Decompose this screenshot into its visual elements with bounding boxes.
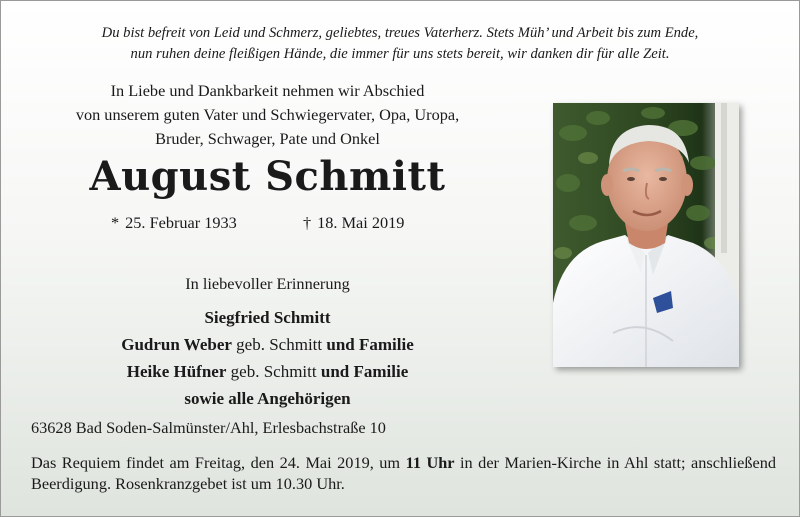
birth-star-icon: * xyxy=(111,213,120,232)
mourner-line-4 xyxy=(19,385,516,412)
mourner-line-2 xyxy=(19,331,516,358)
deceased-name: August Schmitt xyxy=(89,153,446,200)
death-date-group xyxy=(303,213,404,233)
mourner-name-2: Gudrun Weber xyxy=(121,335,232,354)
birth-date: 25. Februar 1933 xyxy=(125,213,237,232)
requiem-text-2: in der Marien-Kirche in Ahl statt; anschließend Beerdigung. Rosenkranzgebet ist um 10.30 Uhr. xyxy=(31,453,777,493)
birth-date-group xyxy=(111,213,237,233)
portrait-illustration xyxy=(553,103,739,367)
requiem-time: 11 Uhr xyxy=(405,453,455,472)
intro-line-2: von unserem guten Vater und Schwiegervater, Opa, Uropa, xyxy=(75,105,460,124)
family-address: 63628 Bad Soden-Salmünster/Ahl, Erlesbachstraße 10 xyxy=(31,418,386,437)
mourner-name-3: Heike Hüfner xyxy=(126,362,227,381)
motto-line-2: nun ruhen deine fleißigen Hände, die immer für uns stets bereit, wir danken dir für alle Zeit. xyxy=(130,46,670,62)
memory-line: In liebevoller Erinnerung xyxy=(185,274,350,293)
requiem-text-1: Das Requiem findet am Freitag, den 24. Mai 2019, um xyxy=(31,453,401,472)
mourner-name-1: Siegfried Schmitt xyxy=(204,308,331,327)
motto-verse xyxy=(1,23,799,65)
mourner-family-2: und Familie xyxy=(326,335,414,354)
farewell-intro xyxy=(19,79,516,151)
mourner-family-3: und Familie xyxy=(320,362,409,381)
mourners-list xyxy=(19,304,516,412)
intro-line-1: In Liebe und Dankbarkeit nehmen wir Abschied xyxy=(110,81,425,100)
requiem-notice xyxy=(31,452,776,494)
portrait-photo xyxy=(553,103,739,367)
motto-line-1: Du bist befreit von Leid und Schmerz, geliebtes, treues Vaterherz. Stets Müh’ und Arbeit bis zum Ende, xyxy=(101,25,699,41)
mourner-line-1 xyxy=(19,304,516,331)
intro-line-3: Bruder, Schwager, Pate und Onkel xyxy=(155,129,380,148)
mourner-maiden-2: geb. Schmitt xyxy=(236,335,323,354)
mourner-relatives: sowie alle Angehörigen xyxy=(184,389,351,408)
death-cross-icon: † xyxy=(303,213,312,232)
mourner-maiden-3: geb. Schmitt xyxy=(230,362,317,381)
death-date: 18. Mai 2019 xyxy=(317,213,405,232)
mourner-line-3 xyxy=(19,358,516,385)
